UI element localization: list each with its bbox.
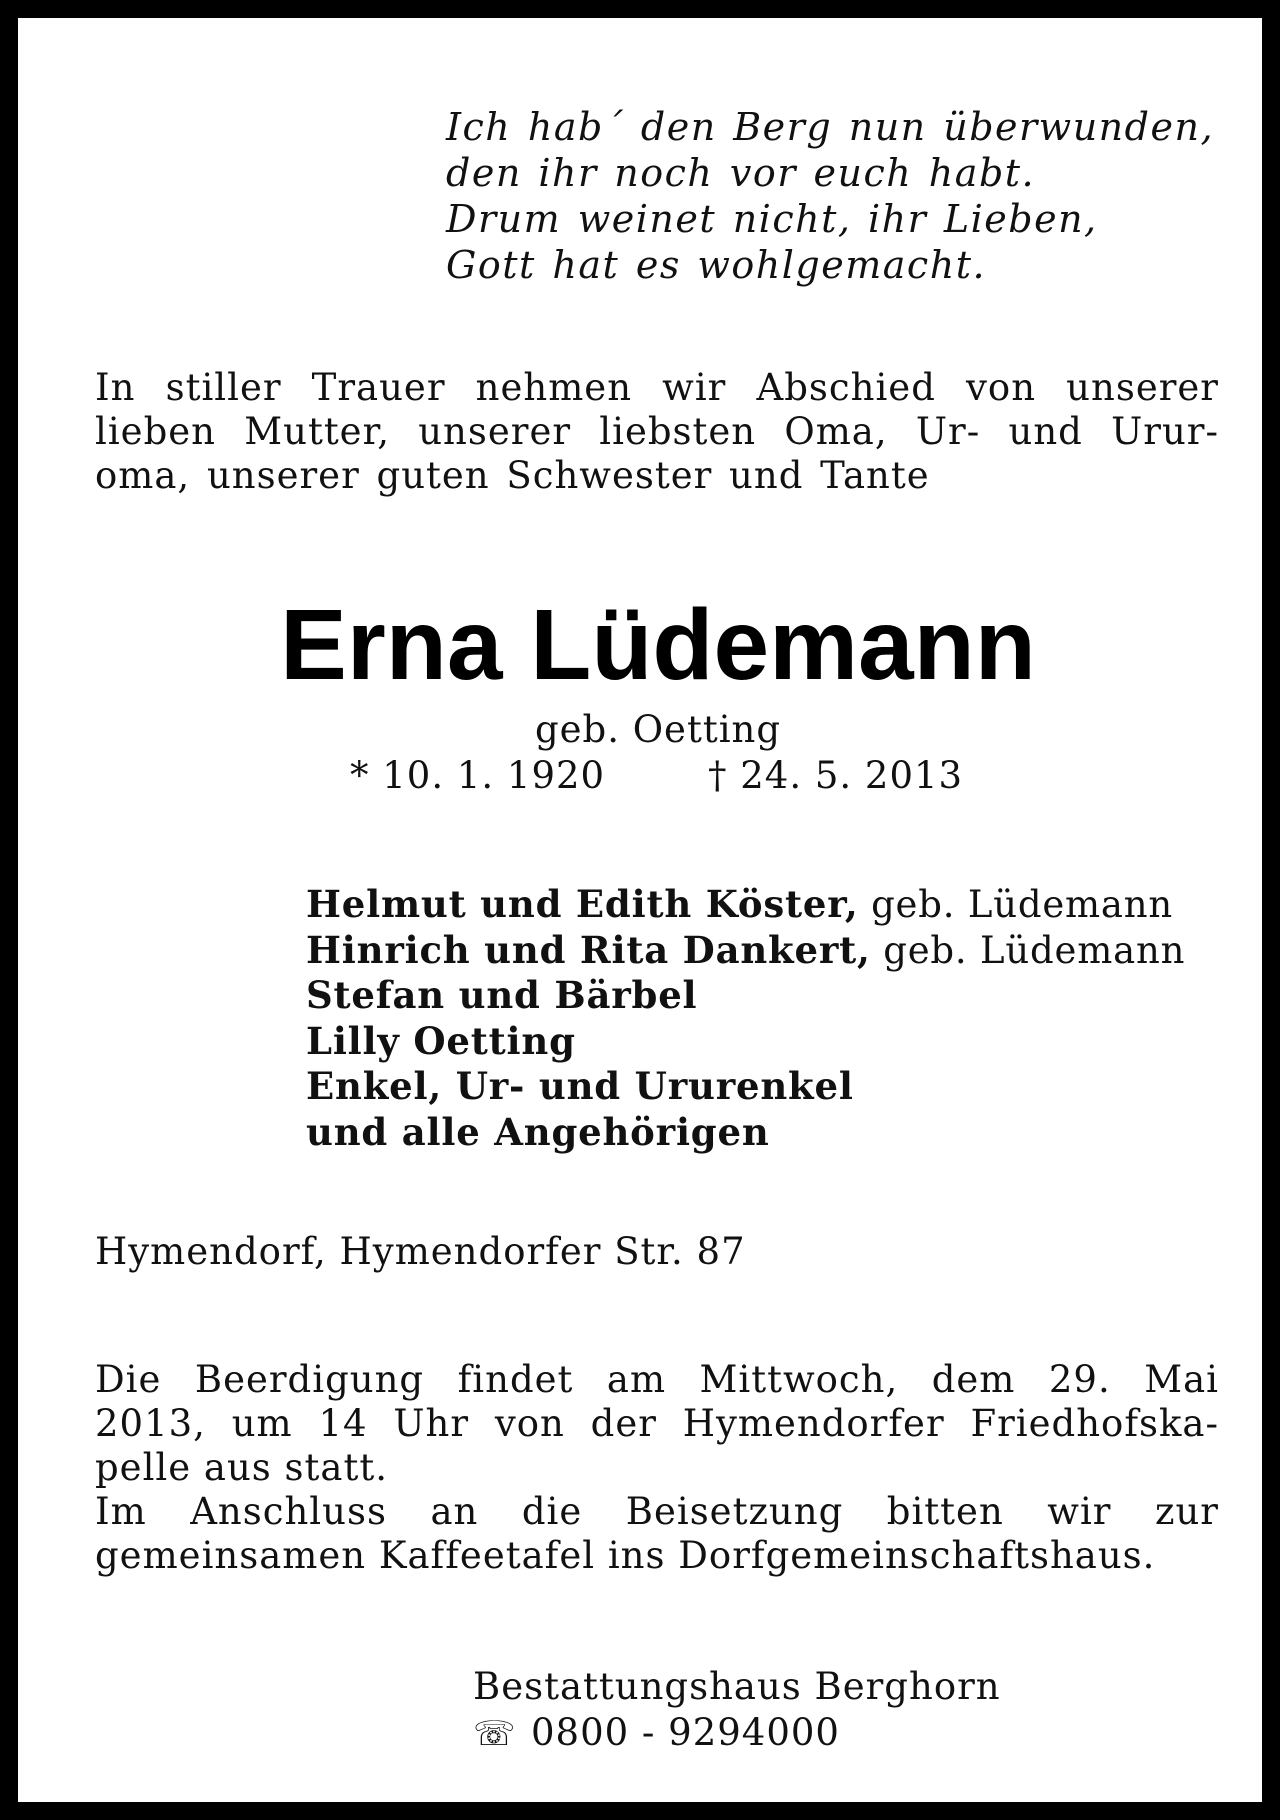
birth-date: * 10. 1. 1920 (350, 754, 606, 797)
mourner-note: geb. Lüdemann (858, 883, 1174, 926)
mourner-row (306, 1019, 1185, 1065)
intro-line: lieben Mutter, unserer liebsten Oma, Ur- und Urur- (95, 410, 1219, 453)
funeral-line: Die Beerdigung findet am Mittwoch, dem 29. Mai (95, 1358, 1219, 1401)
mourner-row (306, 882, 1185, 928)
undertaker-name: Bestattungshaus Berghorn (473, 1665, 1001, 1708)
mourner-note: geb. Lüdemann (870, 928, 1186, 972)
funeral-line: pelle aus statt. (95, 1446, 388, 1489)
phone-icon: ☏ (473, 1714, 517, 1754)
poem-line: Ich hab´ den Berg nun überwunden, (446, 105, 1215, 149)
poem-line: Gott hat es wohlgemacht. (446, 243, 987, 287)
mourners-list (306, 882, 1185, 1155)
death-date: † 24. 5. 2013 (708, 754, 964, 797)
mourner-names: Enkel, Ur- und Ururenkel (306, 1064, 854, 1108)
mourner-names: Helmut und Edith Köster, (306, 882, 859, 926)
mourner-row (306, 928, 1185, 974)
deceased-name: Erna Lüdemann (280, 589, 1036, 701)
mourner-row (306, 1110, 1185, 1156)
mourner-names: Lilly Oetting (306, 1018, 576, 1063)
mourner-names: und alle Angehörigen (306, 1109, 770, 1154)
intro-line: In stiller Trauer nehmen wir Abschied von unserer (95, 366, 1219, 409)
address: Hymendorf, Hymendorfer Str. 87 (95, 1230, 746, 1273)
memorial-poem (446, 104, 1214, 288)
mourner-names: Stefan und Bärbel (306, 973, 698, 1017)
life-dates (18, 754, 1280, 800)
intro-line: oma, unserer guten Schwester und Tante (95, 454, 930, 497)
undertaker-phone-row (473, 1710, 1001, 1757)
funeral-line: 2013, um 14 Uhr von der Hymendorfer Friedhofska- (95, 1402, 1219, 1445)
funeral-line: gemeinsamen Kaffeetafel ins Dorfgemeinschaftshaus. (95, 1534, 1156, 1577)
mourner-row (306, 1064, 1185, 1110)
mourner-names: Hinrich und Rita Dankert, (306, 927, 871, 972)
phone-number: 0800 - 9294000 (531, 1711, 840, 1754)
mourner-row (306, 973, 1185, 1019)
intro-paragraph (95, 366, 1219, 498)
poem-line: Drum weinet nicht, ihr Lieben, (446, 197, 1098, 241)
poem-line: den ihr noch vor euch habt. (446, 151, 1036, 195)
funeral-details (95, 1358, 1219, 1578)
funeral-line: Im Anschluss an die Beisetzung bitten wir zur (95, 1490, 1219, 1533)
maiden-name: geb. Oetting (534, 708, 782, 751)
undertaker-block (473, 1664, 1001, 1757)
